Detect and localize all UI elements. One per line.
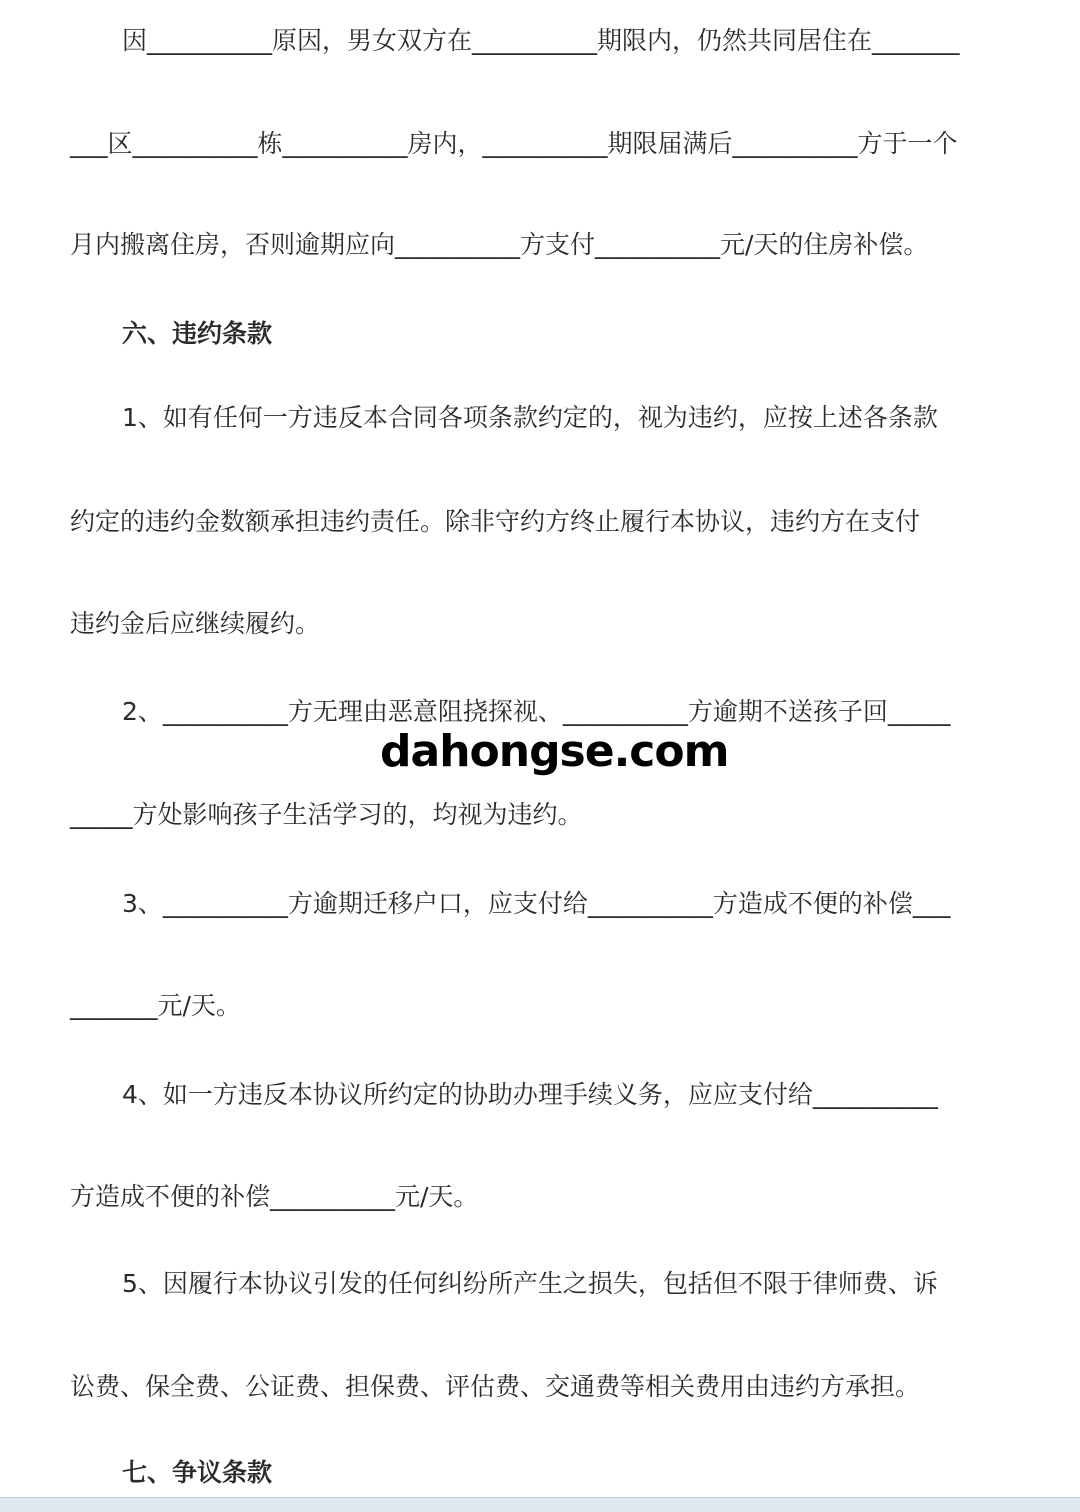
bottom-edge-bar xyxy=(0,1497,1080,1512)
paragraph-line: 违约金后应继续履约。 xyxy=(70,609,321,638)
paragraph-line: _____方处影响孩子生活学习的，均视为违约。 xyxy=(70,800,583,829)
section-heading: 七、争议条款 xyxy=(122,1458,273,1487)
paragraph-line: 因__________原因，男女双方在__________期限内，仍然共同居住在_______ xyxy=(122,26,960,55)
paragraph-line: 1、如有任何一方违反本合同各项条款约定的，视为违约，应按上述各条款 xyxy=(122,403,938,432)
paragraph-line: _______元/天。 xyxy=(70,991,241,1020)
watermark: dahongse.com xyxy=(380,726,729,777)
paragraph-line: 月内搬离住房，否则逾期应向__________方支付__________元/天的住房补偿。 xyxy=(70,230,929,259)
paragraph-line: 2、__________方无理由恶意阻挠探视、__________方逾期不送孩子回_____ xyxy=(122,697,951,726)
paragraph-line: 方造成不便的补偿__________元/天。 xyxy=(70,1182,479,1211)
paragraph-line: 4、如一方违反本协议所约定的协助办理手续义务，应应支付给__________ xyxy=(122,1080,938,1109)
paragraph-line: 5、因履行本协议引发的任何纠纷所产生之损失，包括但不限于律师费、诉 xyxy=(122,1269,938,1298)
paragraph-line: ___区__________栋__________房内，__________期限届满后__________方于一个 xyxy=(70,129,958,158)
section-heading: 六、违约条款 xyxy=(122,319,273,348)
paragraph-line: 约定的违约金数额承担违约责任。除非守约方终止履行本协议，违约方在支付 xyxy=(70,507,921,536)
paragraph-line: 讼费、保全费、公证费、担保费、评估费、交通费等相关费用由违约方承担。 xyxy=(70,1372,921,1401)
paragraph-line: 3、__________方逾期迁移户口，应支付给__________方造成不便的补偿___ xyxy=(122,889,951,918)
